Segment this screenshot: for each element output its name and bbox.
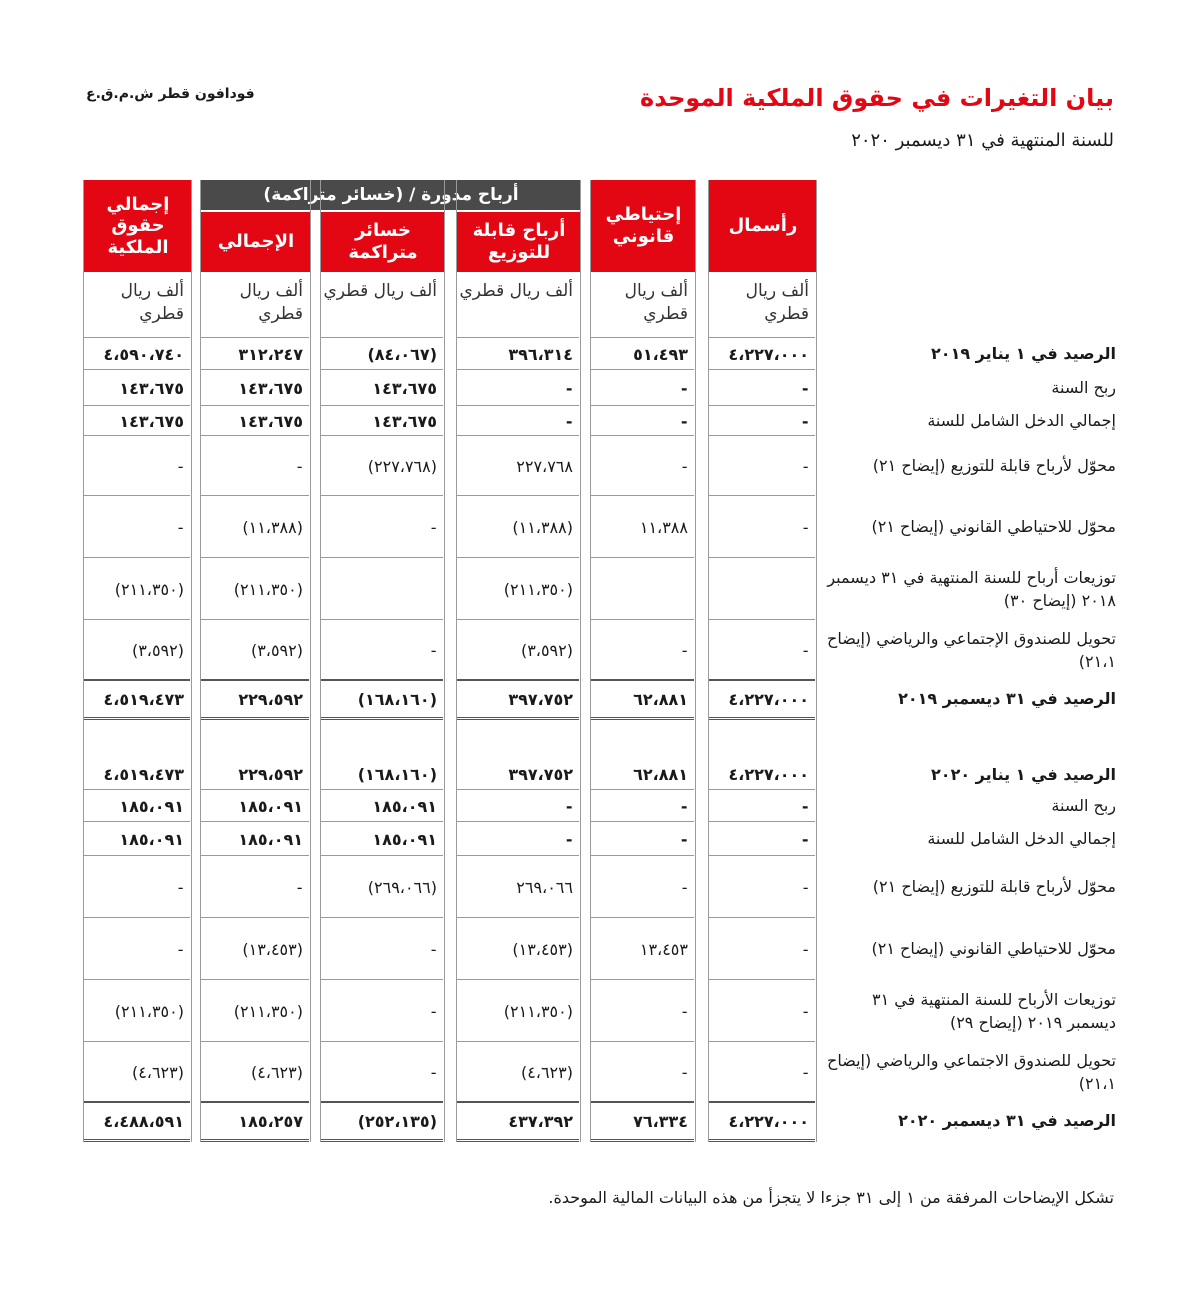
cell-total-income-2020-distributable: - [565, 829, 573, 849]
row-label-dividends-2019: توزيعات أرباح للسنة المنتهية في ٣١ ديسمبر ٢٠١٨ (إيضاح ٣٠) [827, 567, 1116, 610]
group-header-retained-earnings: أرباح مدورة / (خسائر متراكمة) [201, 180, 581, 210]
column-header-total-equity: إجمالي حقوق الملكية [84, 180, 192, 272]
column-unit: ألف ريال قطري [120, 281, 184, 324]
cell-transfer-distributable-2020-distributable: ٢٦٩،٠٦٦ [516, 877, 573, 897]
cell-transfer-legal-2020-accumulated-losses: - [430, 939, 437, 959]
cell-closing-2020-retained-total: ١٨٥،٢٥٧ [238, 1111, 303, 1131]
cell-total-income-2019-total-equity: ١٤٣،٦٧٥ [119, 411, 184, 431]
row-label-total-income-2020: إجمالي الدخل الشامل للسنة [927, 829, 1116, 849]
cell-profit-2020-share-capital: - [801, 796, 809, 816]
cell-transfer-legal-2019-distributable: (١١،٣٨٨) [512, 517, 573, 537]
cell-total-income-2019-legal-reserve: - [680, 411, 688, 431]
column-divider [695, 180, 696, 1142]
cell-total-income-2019-retained-total: ١٤٣،٦٧٥ [238, 411, 303, 431]
cell-dividends-2020-retained-total: (٢١١،٣٥٠) [233, 1001, 303, 1021]
cell-total-income-2020-accumulated-losses: ١٨٥،٠٩١ [372, 829, 437, 849]
cell-transfer-legal-2019-legal-reserve: ١١،٣٨٨ [639, 517, 688, 537]
row-rule [457, 337, 579, 338]
row-rule [201, 337, 309, 338]
equity-statement-table [84, 180, 1116, 1145]
cell-profit-2020-retained-total: ١٨٥،٠٩١ [238, 796, 303, 816]
row-label-transfer-legal-2020: محوّل للاحتياطي القانوني (إيضاح ٢١) [871, 939, 1116, 959]
cell-transfer-distributable-2019-accumulated-losses: (٢٢٧،٧٦٨) [367, 456, 437, 476]
column-divider [590, 180, 591, 1142]
page-subtitle: للسنة المنتهية في ٣١ ديسمبر ٢٠٢٠ [851, 130, 1114, 151]
row-label-opening-2019: الرصيد في ١ يناير ٢٠١٩ [931, 344, 1116, 364]
cell-opening-2019-distributable: ٣٩٦،٣١٤ [508, 344, 573, 364]
cell-transfer-distributable-2020-share-capital: - [802, 877, 809, 897]
row-label-opening-2020: الرصيد في ١ يناير ٢٠٢٠ [931, 764, 1116, 784]
cell-social-fund-2020-total-equity: (٤،٦٢٣) [131, 1062, 184, 1082]
row-label-transfer-distributable-2020: محوّل لأرباح قابلة للتوزيع (إيضاح ٢١) [872, 877, 1116, 897]
column-header-accumulated-losses: خسائر متراكمة [321, 212, 445, 272]
column-divider [456, 180, 457, 1142]
column-unit: ألف ريال قطري [624, 281, 688, 324]
cell-transfer-legal-2019-retained-total: (١١،٣٨٨) [242, 517, 303, 537]
cell-closing-2020-legal-reserve: ٧٦،٣٣٤ [633, 1111, 688, 1131]
cell-closing-2019-distributable: ٣٩٧،٧٥٢ [508, 689, 573, 709]
company-name: فودافون قطر ش.م.ق.ع [86, 86, 255, 102]
cell-total-income-2020-share-capital: - [801, 829, 809, 849]
cell-dividends-2019-distributable: (٢١١،٣٥٠) [503, 579, 573, 599]
cell-transfer-legal-2019-total-equity: - [177, 517, 184, 537]
cell-transfer-legal-2020-distributable: (١٣،٤٥٣) [512, 939, 573, 959]
cell-profit-2020-accumulated-losses: ١٨٥،٠٩١ [372, 796, 437, 816]
row-label-social-fund-2019: تحويل للصندوق الإجتماعي والرياضي (إيضاح ٢١،١) [826, 628, 1116, 671]
cell-opening-2019-accumulated-losses: (٨٤،٠٦٧) [367, 344, 437, 364]
cell-closing-2020-accumulated-losses: (٢٥٢،١٣٥) [357, 1111, 437, 1131]
column-header-share-capital: رأسمال [709, 180, 817, 272]
column-divider [83, 180, 84, 1142]
column-divider [320, 180, 321, 1142]
row-label-closing-2020: الرصيد في ٣١ ديسمبر ٢٠٢٠ [898, 1111, 1116, 1131]
cell-social-fund-2020-retained-total: (٤،٦٢٣) [250, 1062, 303, 1082]
cell-social-fund-2019-retained-total: (٣،٥٩٢) [250, 640, 303, 660]
row-rule [709, 1139, 815, 1142]
cell-closing-2020-share-capital: ٤،٢٢٧،٠٠٠ [728, 1111, 809, 1131]
row-label-dividends-2020: توزيعات الأرباح للسنة المنتهية في ٣١ ديسمبر ٢٠١٩ (إيضاح ٢٩) [872, 989, 1116, 1032]
cell-transfer-legal-2020-total-equity: - [177, 939, 184, 959]
row-rule [201, 1139, 309, 1142]
row-label-social-fund-2020: تحويل للصندوق الاجتماعي والرياضي (إيضاح ٢١،١) [826, 1050, 1116, 1093]
column-header-retained-total: الإجمالي [201, 212, 311, 272]
cell-transfer-distributable-2019-share-capital: - [802, 456, 809, 476]
cell-opening-2020-share-capital: ٤،٢٢٧،٠٠٠ [728, 765, 809, 784]
column-unit: ألف ريال قطري [323, 281, 437, 301]
cell-opening-2019-retained-total: ٣١٢،٢٤٧ [238, 344, 303, 364]
cell-transfer-distributable-2019-retained-total: - [296, 456, 303, 476]
cell-dividends-2020-distributable: (٢١١،٣٥٠) [503, 1001, 573, 1021]
cell-transfer-distributable-2019-distributable: ٢٢٧،٧٦٨ [516, 456, 573, 476]
cell-dividends-2020-share-capital: - [802, 1001, 809, 1021]
cell-transfer-distributable-2020-legal-reserve: - [681, 877, 688, 897]
column-unit: ألف ريال قطري [745, 281, 809, 324]
row-label-total-income-2019: إجمالي الدخل الشامل للسنة [927, 411, 1116, 431]
cell-profit-2019-retained-total: ١٤٣،٦٧٥ [238, 378, 303, 398]
cell-transfer-distributable-2019-legal-reserve: - [681, 456, 688, 476]
cell-social-fund-2020-share-capital: - [802, 1062, 809, 1082]
cell-transfer-legal-2019-accumulated-losses: - [430, 517, 437, 537]
cell-closing-2019-legal-reserve: ٦٢،٨٨١ [633, 689, 688, 709]
cell-opening-2020-accumulated-losses: (١٦٨،١٦٠) [357, 765, 437, 784]
cell-transfer-distributable-2020-retained-total: - [296, 877, 303, 897]
row-label-profit-2019: ربح السنة [1051, 378, 1116, 398]
cell-opening-2019-total-equity: ٤،٥٩٠،٧٤٠ [103, 344, 184, 364]
cell-opening-2020-legal-reserve: ٦٢،٨٨١ [633, 765, 688, 784]
cell-total-income-2020-legal-reserve: - [680, 829, 688, 849]
cell-total-income-2019-distributable: - [565, 411, 573, 431]
column-divider [310, 180, 311, 1142]
cell-transfer-distributable-2020-total-equity: - [177, 877, 184, 897]
cell-social-fund-2020-distributable: (٤،٦٢٣) [520, 1062, 573, 1082]
cell-opening-2019-legal-reserve: ٥١،٤٩٣ [633, 344, 688, 364]
column-divider [444, 180, 445, 1142]
cell-social-fund-2019-legal-reserve: - [681, 640, 688, 660]
cell-transfer-legal-2019-share-capital: - [802, 517, 809, 537]
row-rule [84, 1139, 190, 1142]
cell-transfer-legal-2020-legal-reserve: ١٣،٤٥٣ [639, 939, 688, 959]
cell-profit-2019-share-capital: - [801, 378, 809, 398]
cell-profit-2019-accumulated-losses: ١٤٣،٦٧٥ [372, 378, 437, 398]
column-divider [191, 180, 192, 1142]
cell-total-income-2019-share-capital: - [801, 411, 809, 431]
cell-closing-2019-accumulated-losses: (١٦٨،١٦٠) [357, 689, 437, 709]
row-rule [457, 1139, 579, 1142]
cell-dividends-2020-total-equity: (٢١١،٣٥٠) [114, 1001, 184, 1021]
cell-social-fund-2020-legal-reserve: - [681, 1062, 688, 1082]
cell-closing-2019-share-capital: ٤،٢٢٧،٠٠٠ [728, 689, 809, 709]
cell-closing-2020-distributable: ٤٣٧،٣٩٢ [508, 1111, 573, 1131]
cell-opening-2020-total-equity: ٤،٥١٩،٤٧٣ [103, 765, 184, 784]
column-divider [708, 180, 709, 1142]
row-label-transfer-legal-2019: محوّل للاحتياطي القانوني (إيضاح ٢١) [871, 517, 1116, 537]
column-divider [816, 180, 817, 1142]
row-rule [321, 337, 443, 338]
cell-closing-2020-total-equity: ٤،٤٨٨،٥٩١ [103, 1111, 184, 1131]
cell-opening-2020-retained-total: ٢٢٩،٥٩٢ [238, 765, 303, 784]
cell-total-income-2020-total-equity: ١٨٥،٠٩١ [119, 829, 184, 849]
cell-profit-2019-distributable: - [565, 378, 573, 398]
column-divider [580, 180, 581, 1142]
cell-profit-2020-total-equity: ١٨٥،٠٩١ [119, 796, 184, 816]
cell-total-income-2019-accumulated-losses: ١٤٣،٦٧٥ [372, 411, 437, 431]
row-rule [709, 337, 815, 338]
footnote: تشكل الإيضاحات المرفقة من ١ إلى ٣١ جزءا لا يتجزأ من هذه البيانات المالية الموحدة. [548, 1188, 1114, 1207]
column-unit: ألف ريال قطري [459, 281, 573, 301]
row-rule [84, 337, 190, 338]
row-label-closing-2019: الرصيد في ٣١ ديسمبر ٢٠١٩ [898, 689, 1116, 709]
cell-social-fund-2019-share-capital: - [802, 640, 809, 660]
cell-dividends-2019-retained-total: (٢١١،٣٥٠) [233, 579, 303, 599]
cell-opening-2020-distributable: ٣٩٧،٧٥٢ [508, 765, 573, 784]
cell-transfer-distributable-2020-accumulated-losses: (٢٦٩،٠٦٦) [367, 877, 437, 897]
cell-dividends-2019-total-equity: (٢١١،٣٥٠) [114, 579, 184, 599]
column-header-legal-reserve: إحتياطي قانوني [591, 180, 696, 272]
cell-social-fund-2019-accumulated-losses: - [430, 640, 437, 660]
cell-social-fund-2019-total-equity: (٣،٥٩٢) [131, 640, 184, 660]
row-rule [591, 1139, 694, 1142]
cell-profit-2020-distributable: - [565, 796, 573, 816]
column-unit: ألف ريال قطري [239, 281, 303, 324]
cell-opening-2019-share-capital: ٤،٢٢٧،٠٠٠ [728, 344, 809, 364]
cell-dividends-2019-accumulated-losses [327, 558, 437, 620]
cell-profit-2019-legal-reserve: - [680, 378, 688, 398]
cell-total-income-2020-retained-total: ١٨٥،٠٩١ [238, 829, 303, 849]
cell-dividends-2020-accumulated-losses: - [430, 1001, 437, 1021]
column-header-distributable-profits: أرباح قابلة للتوزيع [457, 212, 581, 272]
row-rule [591, 337, 694, 338]
cell-closing-2019-total-equity: ٤،٥١٩،٤٧٣ [103, 689, 184, 709]
cell-dividends-2019-legal-reserve [597, 558, 688, 620]
cell-transfer-legal-2020-share-capital: - [802, 939, 809, 959]
cell-transfer-distributable-2019-total-equity: - [177, 456, 184, 476]
row-label-profit-2020: ربح السنة [1051, 796, 1116, 816]
cell-profit-2019-total-equity: ١٤٣،٦٧٥ [119, 378, 184, 398]
cell-transfer-legal-2020-retained-total: (١٣،٤٥٣) [242, 939, 303, 959]
column-divider [200, 180, 201, 1142]
row-label-transfer-distributable-2019: محوّل لأرباح قابلة للتوزيع (إيضاح ٢١) [872, 456, 1116, 476]
page-title: بيان التغيرات في حقوق الملكية الموحدة [640, 84, 1114, 112]
row-rule [321, 1139, 443, 1142]
cell-dividends-2019-share-capital [715, 558, 809, 620]
cell-social-fund-2019-distributable: (٣،٥٩٢) [520, 640, 573, 660]
cell-social-fund-2020-accumulated-losses: - [430, 1062, 437, 1082]
cell-closing-2019-retained-total: ٢٢٩،٥٩٢ [238, 689, 303, 709]
cell-dividends-2020-legal-reserve: - [681, 1001, 688, 1021]
cell-profit-2020-legal-reserve: - [680, 796, 688, 816]
